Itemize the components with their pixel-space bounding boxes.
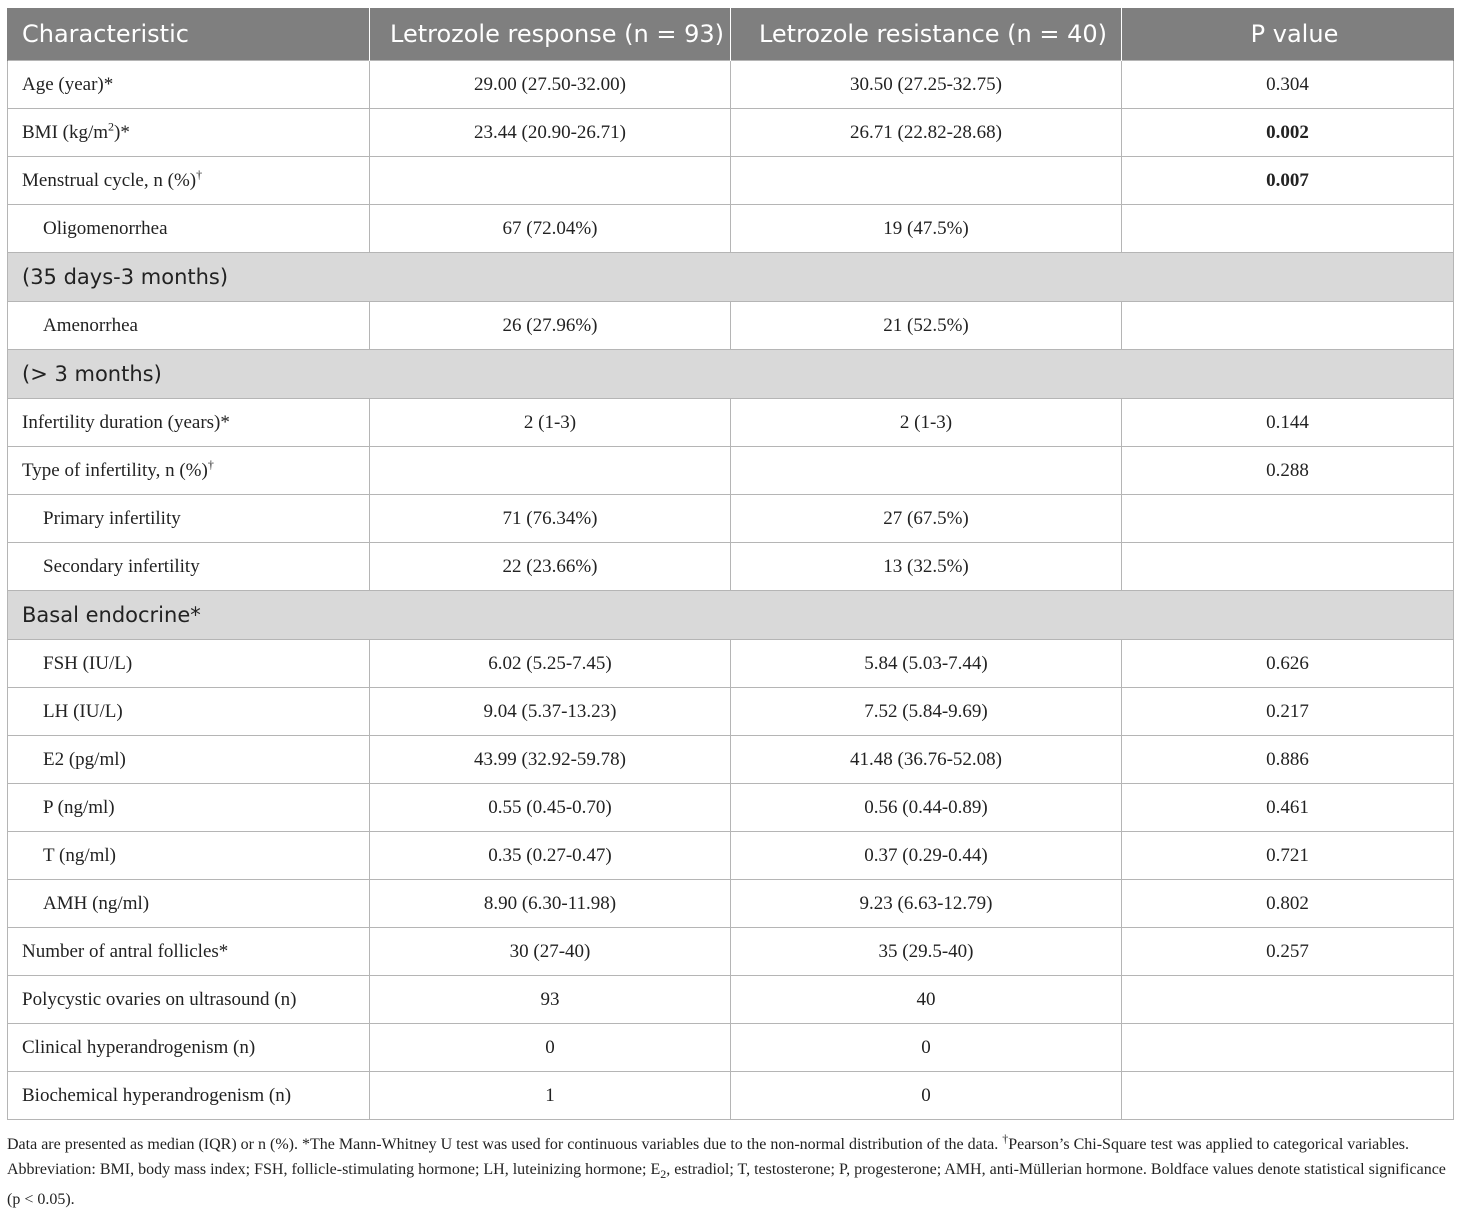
cell-response: 9.04 (5.37-13.23) xyxy=(370,688,731,736)
characteristic-label: BMI (kg/m xyxy=(22,121,109,143)
header-characteristic: Characteristic xyxy=(8,8,370,61)
header-letrozole-response: Letrozole response (n = 93) xyxy=(370,8,731,61)
characteristic-label: Menstrual cycle, n (%) xyxy=(22,169,197,191)
cell-response xyxy=(370,157,731,205)
table-footnote xyxy=(7,1132,1457,1212)
cell-characteristic: Age (year)* xyxy=(8,61,370,109)
cell-resistance: 30.50 (27.25-32.75) xyxy=(731,61,1122,109)
table-row xyxy=(8,399,1454,447)
cell-characteristic: Amenorrhea xyxy=(8,302,370,350)
table-container xyxy=(7,8,1453,1120)
cell-resistance xyxy=(731,447,1122,495)
cell-p-value: 0.626 xyxy=(1122,640,1454,688)
cell-characteristic: Oligomenorrhea xyxy=(8,205,370,253)
characteristic-superscript: 2 xyxy=(108,119,115,134)
table-row xyxy=(8,302,1454,350)
cell-characteristic: Secondary infertility xyxy=(8,543,370,591)
cell-resistance: 0 xyxy=(731,1024,1122,1072)
cell-p-value xyxy=(1122,1024,1454,1072)
cell-resistance: 21 (52.5%) xyxy=(731,302,1122,350)
cell-p-value: 0.886 xyxy=(1122,736,1454,784)
cell-characteristic: AMH (ng/ml) xyxy=(8,880,370,928)
cell-p-value xyxy=(1122,1072,1454,1120)
table-row xyxy=(8,880,1454,928)
cell-characteristic: LH (IU/L) xyxy=(8,688,370,736)
table-row xyxy=(8,1072,1454,1120)
cell-resistance: 26.71 (22.82-28.68) xyxy=(731,109,1122,157)
table-row xyxy=(8,543,1454,591)
table-row xyxy=(8,61,1454,109)
cell-resistance: 0 xyxy=(731,1072,1122,1120)
cell-response: 0.35 (0.27-0.47) xyxy=(370,832,731,880)
cell-p-value: 0.217 xyxy=(1122,688,1454,736)
table-row xyxy=(8,640,1454,688)
cell-p-value: 0.257 xyxy=(1122,928,1454,976)
cell-p-value: 0.721 xyxy=(1122,832,1454,880)
header-row xyxy=(8,8,1454,61)
cell-response: 6.02 (5.25-7.45) xyxy=(370,640,731,688)
cell-characteristic: Polycystic ovaries on ultrasound (n) xyxy=(8,976,370,1024)
cell-resistance: 5.84 (5.03-7.44) xyxy=(731,640,1122,688)
section-label: (35 days-3 months) xyxy=(8,253,1454,302)
characteristic-superscript: † xyxy=(196,167,203,182)
header-p-value: P value xyxy=(1122,8,1454,61)
table-row xyxy=(8,447,1454,495)
cell-resistance: 0.56 (0.44-0.89) xyxy=(731,784,1122,832)
cell-response: 23.44 (20.90-26.71) xyxy=(370,109,731,157)
cell-p-value xyxy=(1122,302,1454,350)
characteristics-table xyxy=(7,8,1454,1120)
section-row xyxy=(8,253,1454,302)
table-row xyxy=(8,832,1454,880)
cell-p-value: 0.802 xyxy=(1122,880,1454,928)
table-header xyxy=(8,8,1454,61)
cell-response: 71 (76.34%) xyxy=(370,495,731,543)
header-letrozole-resistance: Letrozole resistance (n = 40) xyxy=(731,8,1122,61)
cell-p-value: 0.304 xyxy=(1122,61,1454,109)
cell-p-value: 0.461 xyxy=(1122,784,1454,832)
section-label: (> 3 months) xyxy=(8,350,1454,399)
cell-characteristic: Clinical hyperandrogenism (n) xyxy=(8,1024,370,1072)
cell-characteristic: Primary infertility xyxy=(8,495,370,543)
cell-response: 22 (23.66%) xyxy=(370,543,731,591)
cell-characteristic: FSH (IU/L) xyxy=(8,640,370,688)
cell-resistance: 19 (47.5%) xyxy=(731,205,1122,253)
table-row xyxy=(8,157,1454,205)
cell-resistance xyxy=(731,157,1122,205)
cell-response: 26 (27.96%) xyxy=(370,302,731,350)
table-row xyxy=(8,736,1454,784)
cell-response xyxy=(370,447,731,495)
cell-response: 67 (72.04%) xyxy=(370,205,731,253)
cell-p-value xyxy=(1122,543,1454,591)
cell-characteristic xyxy=(8,109,370,157)
cell-resistance: 0.37 (0.29-0.44) xyxy=(731,832,1122,880)
cell-response: 29.00 (27.50-32.00) xyxy=(370,61,731,109)
cell-response: 1 xyxy=(370,1072,731,1120)
cell-resistance: 2 (1-3) xyxy=(731,399,1122,447)
table-row xyxy=(8,928,1454,976)
cell-resistance: 35 (29.5-40) xyxy=(731,928,1122,976)
cell-response: 93 xyxy=(370,976,731,1024)
table-row xyxy=(8,1024,1454,1072)
footnote-text-3: , estradiol; T, testosterone; P, progesterone; AMH, anti-Müllerian hormone. Boldface values denote statistical significance (p < 0.05). xyxy=(7,1161,1446,1209)
cell-resistance: 13 (32.5%) xyxy=(731,543,1122,591)
cell-response: 43.99 (32.92-59.78) xyxy=(370,736,731,784)
cell-p-value: 0.007 xyxy=(1122,157,1454,205)
cell-p-value xyxy=(1122,495,1454,543)
table-body xyxy=(8,61,1454,1120)
cell-response: 2 (1-3) xyxy=(370,399,731,447)
cell-characteristic: T (ng/ml) xyxy=(8,832,370,880)
table-row xyxy=(8,784,1454,832)
cell-characteristic: Infertility duration (years)* xyxy=(8,399,370,447)
cell-characteristic: Number of antral follicles* xyxy=(8,928,370,976)
section-row xyxy=(8,591,1454,640)
cell-response: 0.55 (0.45-0.70) xyxy=(370,784,731,832)
cell-p-value: 0.002 xyxy=(1122,109,1454,157)
characteristic-superscript: † xyxy=(207,457,214,472)
table-row xyxy=(8,976,1454,1024)
footnote-text-2: Pearson’s Chi-Square test was applied to categorical variables. Abbreviation: BMI, body mass index; FSH, follicle-stimulating hormone; LH, luteinizing hormone; E xyxy=(7,1136,1410,1178)
table-row xyxy=(8,205,1454,253)
table-row xyxy=(8,495,1454,543)
cell-resistance: 41.48 (36.76-52.08) xyxy=(731,736,1122,784)
table-row xyxy=(8,688,1454,736)
cell-response: 8.90 (6.30-11.98) xyxy=(370,880,731,928)
cell-resistance: 27 (67.5%) xyxy=(731,495,1122,543)
cell-resistance: 40 xyxy=(731,976,1122,1024)
characteristic-label-suffix: )* xyxy=(114,121,130,143)
cell-response: 30 (27-40) xyxy=(370,928,731,976)
footnote-dagger: † xyxy=(1002,1131,1009,1146)
cell-response: 0 xyxy=(370,1024,731,1072)
footnote-e2-subscript: 2 xyxy=(660,1167,667,1182)
cell-characteristic: E2 (pg/ml) xyxy=(8,736,370,784)
cell-resistance: 9.23 (6.63-12.79) xyxy=(731,880,1122,928)
footnote-text-1: Data are presented as median (IQR) or n (%). *The Mann-Whitney U test was used for continuous variables due to the non-normal distribution of the data. xyxy=(7,1136,1003,1153)
section-row xyxy=(8,350,1454,399)
cell-characteristic: P (ng/ml) xyxy=(8,784,370,832)
cell-resistance: 7.52 (5.84-9.69) xyxy=(731,688,1122,736)
cell-characteristic xyxy=(8,157,370,205)
table-row xyxy=(8,109,1454,157)
characteristic-label: Type of infertility, n (%) xyxy=(22,459,208,481)
cell-p-value: 0.144 xyxy=(1122,399,1454,447)
cell-p-value xyxy=(1122,976,1454,1024)
cell-p-value xyxy=(1122,205,1454,253)
cell-p-value: 0.288 xyxy=(1122,447,1454,495)
cell-characteristic: Biochemical hyperandrogenism (n) xyxy=(8,1072,370,1120)
cell-characteristic xyxy=(8,447,370,495)
section-label: Basal endocrine* xyxy=(8,591,1454,640)
